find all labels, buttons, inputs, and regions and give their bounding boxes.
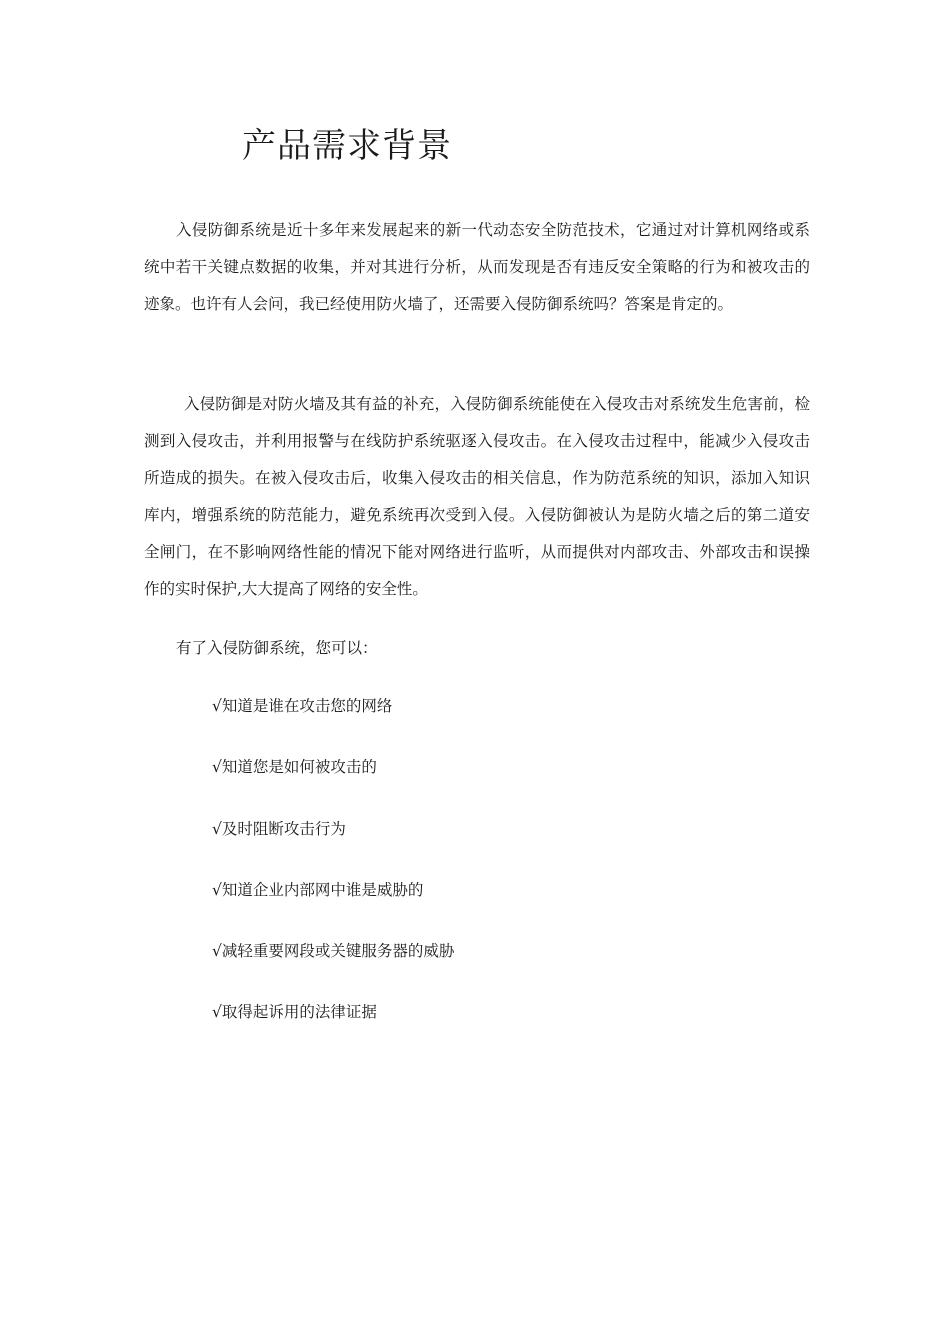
benefit-item: √知道是谁在攻击您的网络 [212,697,393,715]
paragraph-supplement: 入侵防御是对防火墙及其有益的补充，入侵防御系统能使在入侵攻击对系统发生危害前，检测到入侵攻击，并利用报警与在线防护系统驱逐入侵攻击。在入侵攻击过程中，能减少入侵攻击所造成的损失。在被入侵攻击后，收集入侵攻击的相关信息，作为防范系统的知识，添加入知识库内，增强系统的防范能力，避免系统再次受到入侵。入侵防御被认为是防火墙之后的第二道安全闸门，在不影响网络性能的情况下能对网络进行监听，从而提供对内部攻击、外部攻击和误操作的实时保护,大大提高了网络的安全性。 [144,395,810,598]
benefits-intro: 有了入侵防御系统，您可以： [176,639,378,657]
page-title: 产品需求背景 [242,126,452,166]
benefit-item: √知道企业内部网中谁是威胁的 [212,880,424,899]
benefit-item: √知道您是如何被攻击的 [212,758,377,777]
benefit-item: √及时阻断攻击行为 [212,819,346,838]
benefit-item: √减轻重要网段或关键服务器的威胁 [212,942,455,961]
paragraph-background: 入侵防御系统是近十多年来发展起来的新一代动态安全防范技术，它通过对计算机网络或系统中若干关键点数据的收集，并对其进行分析，从而发现是否有违反安全策略的行为和被攻击的迹象。也许有人会问，我已经使用防火墙了，还需要入侵防御系统吗？答案是肯定的。 [144,221,810,313]
benefit-list [212,688,454,1056]
benefit-item: √取得起诉用的法律证据 [212,1003,377,1022]
